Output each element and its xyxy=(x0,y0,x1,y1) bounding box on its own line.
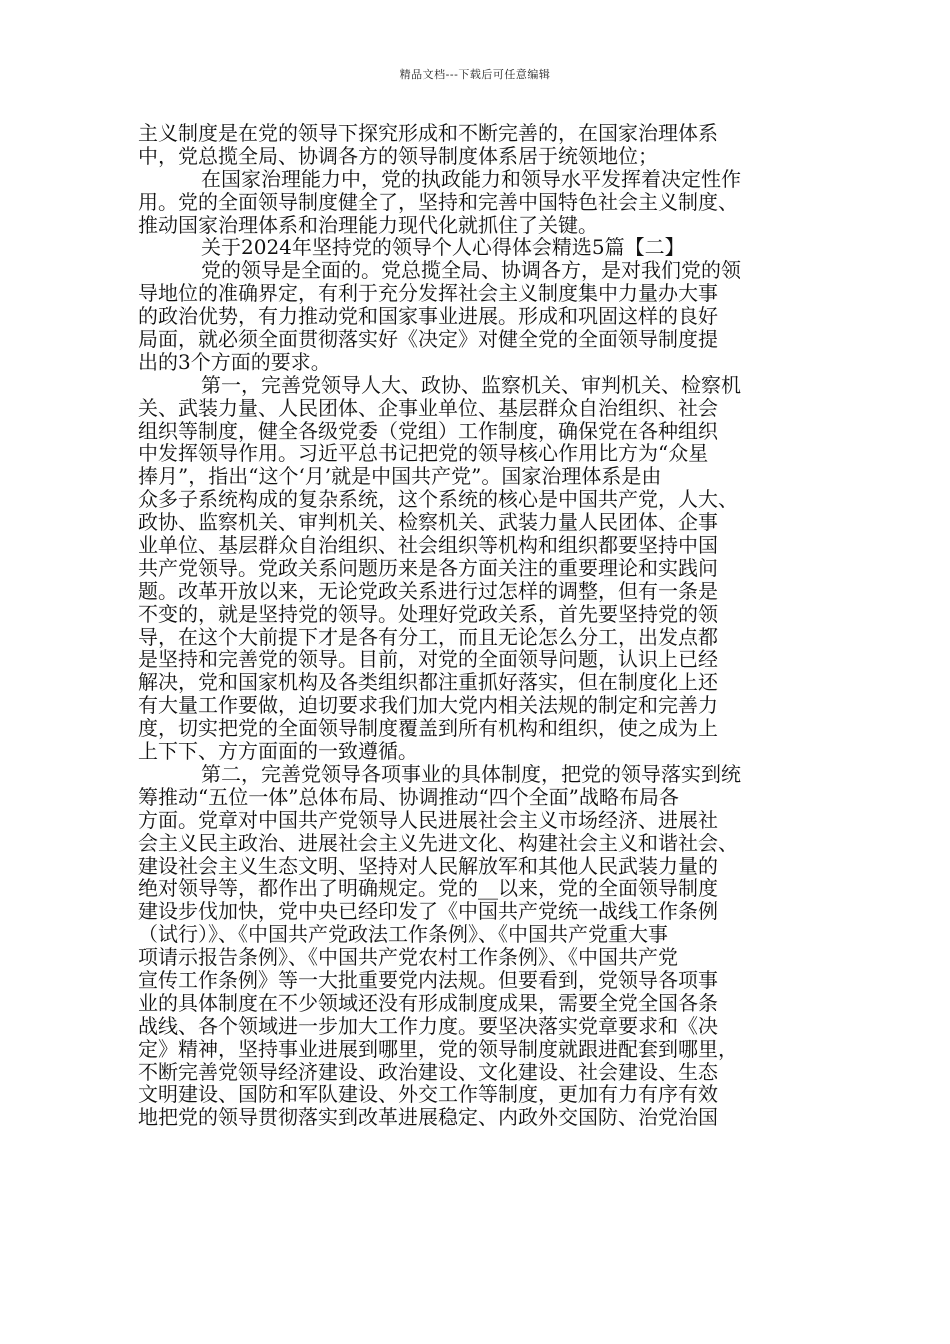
paragraph-start-line: 第二，完善党领导各项事业的具体制度，把党的领导落实到统 xyxy=(201,762,741,786)
text-line: 推动国家治理体系和治理能力现代化就抓住了关键。 xyxy=(138,213,598,237)
text-line: 绝对领导等，都作出了明确规定。党的__以来，党的全面领导制度 xyxy=(138,877,718,901)
text-line: 业的具体制度在不少领域还没有形成制度成果，需要全党全国各条 xyxy=(138,991,718,1015)
text-line: 组织等制度，健全各级党委（党组）工作制度，确保党在各种组织 xyxy=(138,419,718,443)
text-line: 出的3个方面的要求。 xyxy=(138,350,331,374)
paragraph-start-line: 党的领导是全面的。党总揽全局、协调各方，是对我们党的领 xyxy=(201,259,741,283)
text-line: 中，党总揽全局、协调各方的领导制度体系居于统领地位； xyxy=(138,144,658,168)
text-line: 捧月”，指出“这个‘月’就是中国共产党”。国家治理体系是由 xyxy=(138,465,662,489)
paragraph-start-line: 在国家治理能力中，党的执政能力和领导水平发挥着决定性作 xyxy=(201,167,741,191)
text-line: 方面。党章对中国共产党领导人民进展社会主义市场经济、进展社 xyxy=(138,808,718,832)
text-line: 业单位、基层群众自治组织、社会组织等机构和组织都要坚持中国 xyxy=(138,534,718,557)
text-line: 项请示报告条例》、《中国共产党农村工作条例》、《中国共产党 xyxy=(138,946,678,969)
text-line: 是坚持和完善党的领导。目前，对党的全面领导问题，认识上已经 xyxy=(138,648,718,672)
text-line: 的政治优势，有力推动党和国家事业进展。形成和巩固这样的良好 xyxy=(138,305,718,329)
document-body xyxy=(138,122,820,1129)
text-line: 筹推动“五位一体”总体布局、协调推动“四个全面”战略布局各 xyxy=(138,785,679,809)
text-line: 有大量工作要做，迫切要求我们加大党内相关法规的制定和完善力 xyxy=(138,694,718,718)
section-heading: 关于2024年坚持党的领导个人心得体会精选5篇【二】 xyxy=(201,236,685,260)
text-line: 上下下、方方面面的一致遵循。 xyxy=(138,740,418,763)
text-line: 用。党的全面领导制度健全了，坚持和完善中国特色社会主义制度、 xyxy=(138,190,738,214)
text-line: 宣传工作条例》等一大批重要党内法规。但要看到，党领导各项事 xyxy=(138,968,718,992)
text-line: 地把党的领导贯彻落实到改革进展稳定、内政外交国防、治党治国 xyxy=(138,1106,718,1130)
text-line: 不变的，就是坚持党的领导。处理好党政关系，首先要坚持党的领 xyxy=(138,602,718,626)
text-line: 导，在这个大前提下才是各有分工，而且无论怎么分工，出发点都 xyxy=(138,625,718,649)
text-line: 共产党领导。党政关系问题历来是各方面关注的重要理论和实践问 xyxy=(138,556,718,580)
text-line: 导地位的准确界定，有利于充分发挥社会主义制度集中力量办大事 xyxy=(138,282,718,306)
paragraph-start-line: 第一，完善党领导人大、政协、监察机关、审判机关、检察机 xyxy=(201,373,741,397)
text-line: 关、武装力量、人民团体、企事业单位、基层群众自治组织、社会 xyxy=(138,396,718,420)
text-line: 文明建设、国防和军队建设、外交工作等制度，更加有力有序有效 xyxy=(138,1083,718,1107)
text-line: 建设步伐加快，党中央已经印发了《中国共产党统一战线工作条例 xyxy=(138,900,718,924)
text-line: 解决，党和国家机构及各类组织都注重抓好落实，但在制度化上还 xyxy=(138,671,718,695)
text-line: 会主义民主政治、进展社会主义先进文化、构建社会主义和谐社会、 xyxy=(138,831,738,855)
text-line: 定》精神，坚持事业进展到哪里，党的领导制度就跟进配套到哪里， xyxy=(138,1037,738,1061)
text-line: 战线、各个领域进一步加大工作力度。要坚决落实党章要求和《决 xyxy=(138,1014,718,1038)
text-line: 主义制度是在党的领导下探究形成和不断完善的，在国家治理体系 xyxy=(138,122,718,145)
text-line: 不断完善党领导经济建设、政治建设、文化建设、社会建设、生态 xyxy=(138,1060,718,1084)
text-line: 政协、监察机关、审判机关、检察机关、武装力量人民团体、企事 xyxy=(138,511,718,535)
text-line: 局面，就必须全面贯彻落实好《决定》对健全党的全面领导制度提 xyxy=(138,328,718,351)
text-line: 题。改革开放以来，无论党政关系进行过怎样的调整，但有一条是 xyxy=(138,579,718,603)
text-line: （试行）》、《中国共产党政法工作条例》、《中国共产党重大事 xyxy=(138,923,668,947)
text-line: 建设社会主义生态文明、坚持对人民解放军和其他人民武装力量的 xyxy=(138,854,718,878)
page-header: 精品文档---下载后可任意编辑 xyxy=(399,68,551,81)
text-line: 中发挥领导作用。习近平总书记把党的领导核心作用比方为“众星 xyxy=(138,442,709,466)
text-line: 度，切实把党的全面领导制度覆盖到所有机构和组织，使之成为上 xyxy=(138,717,718,741)
text-line: 众多子系统构成的复杂系统，这个系统的核心是中国共产党，人大、 xyxy=(138,488,738,512)
